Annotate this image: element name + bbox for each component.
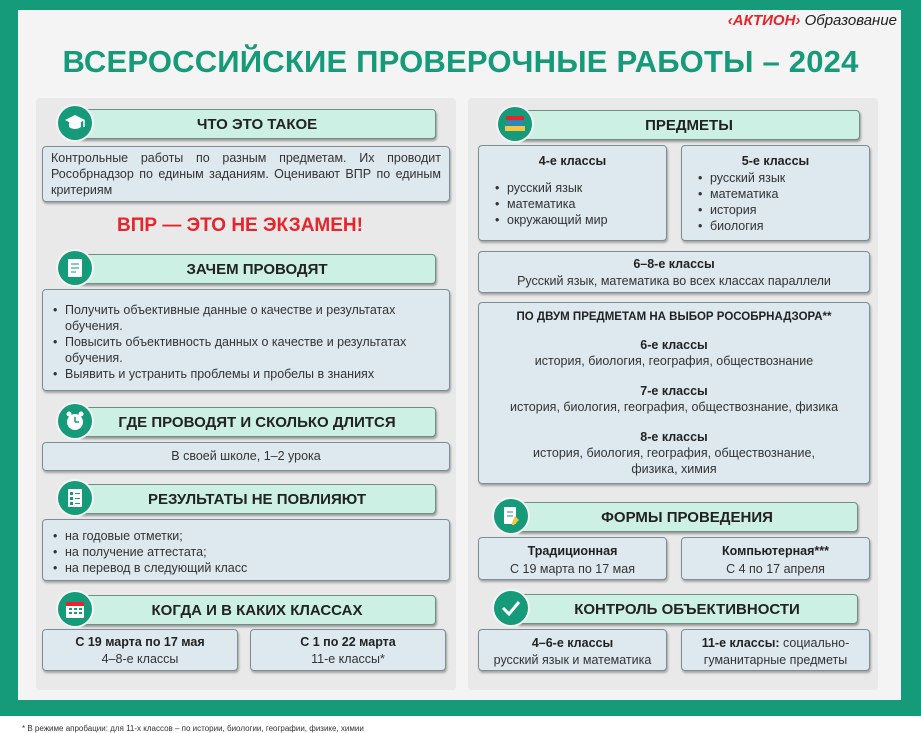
when-right-grades: 11-е классы*	[311, 652, 385, 666]
when-header: КОГДА И В КАКИХ КЛАССАХ	[78, 595, 436, 625]
forms-left-title: Традиционная	[527, 544, 618, 558]
results-header: РЕЗУЛЬТАТЫ НЕ ПОВЛИЯЮТ	[78, 484, 436, 514]
g6-title: 6-е классы	[640, 338, 708, 352]
brand-logo	[728, 12, 897, 29]
control-header: КОНТРОЛЬ ОБЪЕКТИВНОСТИ	[516, 594, 858, 624]
when-left-grades: 4–8-е классы	[101, 652, 179, 666]
control-left-box	[478, 629, 667, 671]
where-text: В своей школе, 1–2 урока	[171, 449, 321, 463]
where-box	[42, 442, 450, 471]
page-title: ВСЕРОССИЙСКИЕ ПРОВЕРОЧНЫЕ РАБОТЫ – 2024	[62, 44, 859, 79]
forms-right-box	[681, 537, 870, 580]
list-item: • Выявить и устранить проблемы и пробелы в знаниях	[65, 366, 441, 382]
grade68-text: Русский язык, математика во всех классах параллели	[517, 274, 831, 288]
g8-title: 8-е классы	[640, 430, 708, 444]
control-right-title: 11-е классы:	[701, 636, 780, 650]
why-box	[42, 289, 450, 391]
what-text: Контрольные работы по разным предметам. Их проводит Рособрнадзор по единым заданиям. Оценивают ВПР по единым критериям	[51, 151, 441, 197]
when-right-box	[250, 629, 446, 671]
grade4-title: 4-е классы	[538, 154, 607, 168]
control-left-text: русский язык и математика	[493, 653, 652, 667]
choice-box	[478, 302, 870, 484]
forms-right-dates: С 4 по 17 апреля	[726, 562, 825, 576]
logo-brand: ‹АКТИОН›	[727, 12, 801, 29]
when-right-dates: С 1 по 22 марта	[300, 635, 396, 649]
grade68-title: 6–8-е классы	[633, 257, 715, 271]
logo-word: Образование	[804, 12, 897, 29]
what-header: ЧТО ЭТО ТАКОЕ	[78, 109, 436, 139]
list-item: • биология	[710, 218, 869, 234]
control-right-text-1: социально-	[779, 636, 850, 650]
g6-text: история, биология, география, обществознание	[534, 354, 814, 368]
subjects-header: ПРЕДМЕТЫ	[518, 110, 860, 140]
grade5-title: 5-е классы	[741, 154, 810, 168]
where-header: ГДЕ ПРОВОДЯТ И СКОЛЬКО ДЛИТСЯ	[78, 407, 436, 437]
checkmark-icon	[494, 591, 528, 625]
checklist-icon	[58, 481, 92, 515]
list-item: • на перевод в следующий класс	[65, 560, 441, 576]
list-item: • русский язык	[710, 170, 869, 186]
list-item: • на годовые отметки;	[65, 528, 441, 544]
list-item: • на получение аттестата;	[65, 544, 441, 560]
list-item: • русский язык	[507, 180, 666, 196]
books-icon	[498, 107, 532, 141]
g7-text: история, биология, география, обществознание, физика	[509, 400, 839, 414]
clock-icon	[58, 404, 92, 438]
list-item: • окружающий мир	[507, 212, 666, 228]
forms-left-dates: С 19 марта по 17 мая	[510, 562, 635, 576]
list-item: • математика	[507, 196, 666, 212]
grade68-box	[478, 251, 870, 293]
slogan: ВПР — ЭТО НЕ ЭКЗАМЕН!	[117, 215, 363, 236]
why-header: ЗАЧЕМ ПРОВОДЯТ	[78, 254, 436, 284]
when-left-box	[42, 629, 238, 671]
control-right-box	[681, 629, 870, 671]
when-left-dates: С 19 марта по 17 мая	[75, 635, 205, 649]
footnote: * В режиме апробации: для 11-х классов – по истории, биологии, географии, физике, химии	[22, 724, 364, 733]
results-box	[42, 519, 450, 581]
g8-text-1: история, биология, география, обществознание,	[533, 446, 815, 460]
grade4-box	[478, 145, 667, 241]
choice-title: ПО ДВУМ ПРЕДМЕТАМ НА ВЫБОР РОСОБРНАДЗОРА**	[516, 311, 832, 323]
control-left-title: 4–6-е классы	[531, 636, 614, 650]
graduation-cap-icon	[58, 106, 92, 140]
document-icon	[58, 251, 92, 285]
list-item: • история	[710, 202, 869, 218]
g7-title: 7-е классы	[640, 384, 708, 398]
list-item: • Получить объективные данные о качестве и результатах обучения.	[65, 302, 441, 334]
list-item: • Повысить объективность данных о качестве и результатах обучения.	[65, 334, 441, 366]
control-right-text-2: гуманитарные предметы	[703, 653, 848, 667]
document-pen-icon	[494, 499, 528, 533]
calendar-icon	[58, 592, 92, 626]
forms-left-box	[478, 537, 667, 580]
list-item: • математика	[710, 186, 869, 202]
grade5-box	[681, 145, 870, 241]
forms-right-title: Компьютерная***	[721, 544, 830, 558]
g8-text-2: физика, химия	[631, 462, 717, 476]
forms-header: ФОРМЫ ПРОВЕДЕНИЯ	[516, 502, 858, 532]
what-box	[42, 146, 450, 202]
